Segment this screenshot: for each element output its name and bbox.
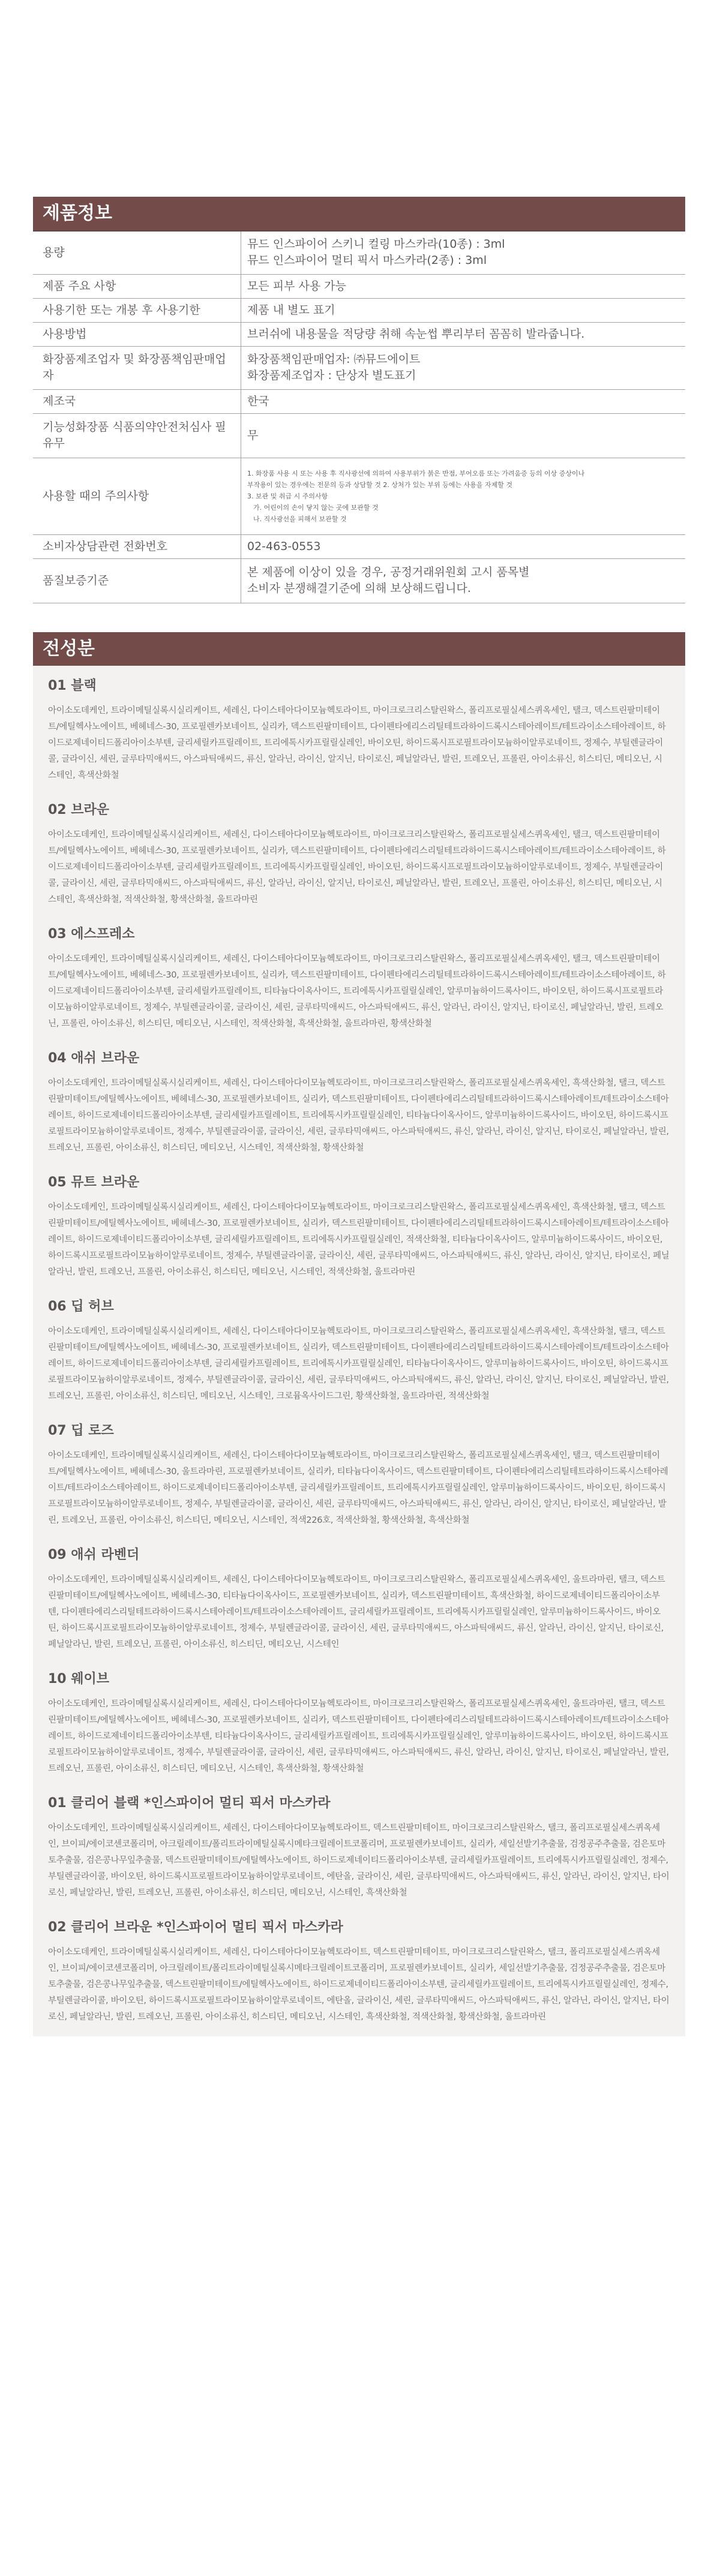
info-value-line: 뮤드 인스파이어 멀티 픽서 마스카라(2종) : 3ml xyxy=(247,254,487,267)
info-key: 제조국 xyxy=(33,389,241,413)
ingredient-block xyxy=(48,1795,670,1901)
ingredient-shade-title: 02 클리어 브라운 *인스파이어 멀티 픽서 마스카라 xyxy=(48,1919,343,1935)
ingredient-block xyxy=(48,1547,670,1653)
ingredient-block xyxy=(48,1298,670,1405)
info-value-line: 소비자 분쟁해결기준에 의해 보상해드립니다. xyxy=(247,582,471,595)
caution-line: 부작용이 있는 경우에는 전문의 등과 상담할 것 2. 상처가 있는 부위 등에는 사용을 자제할 것 xyxy=(247,480,512,489)
info-value xyxy=(241,558,686,603)
ingredient-block xyxy=(48,926,670,1032)
info-value-line: 화장품책임판매업자: ㈜뮤드에이트 xyxy=(247,353,421,366)
info-row xyxy=(33,322,685,346)
info-value-line: 브러쉬에 내용물을 적당량 취해 속눈썹 뿌리부터 꼼꼼히 발라줍니다. xyxy=(247,327,585,341)
info-value xyxy=(241,298,686,322)
info-row xyxy=(33,413,685,458)
info-value-line: 무 xyxy=(247,428,259,442)
info-key: 화장품제조업자 및 화장품책임판매업자 xyxy=(33,346,241,389)
info-value-line: 본 제품에 이상이 있을 경우, 공정거래위원회 고시 품목별 xyxy=(247,566,530,579)
info-value xyxy=(241,389,686,413)
info-key: 사용할 때의 주의사항 xyxy=(33,458,241,534)
ingredient-shade-title: 03 에스프레소 xyxy=(48,926,135,942)
info-key: 사용기한 또는 개봉 후 사용기한 xyxy=(33,298,241,322)
ingredient-shade-title: 06 딥 허브 xyxy=(48,1298,114,1314)
ingredient-shade-title: 01 블랙 xyxy=(48,678,97,693)
info-row xyxy=(33,346,685,389)
info-value xyxy=(241,346,686,389)
ingredient-shade-title: 02 브라운 xyxy=(48,802,110,817)
ingredients-header: 전성분 xyxy=(33,632,685,666)
ingredient-shade-title: 04 애쉬 브라운 xyxy=(48,1050,140,1066)
ingredient-block xyxy=(48,1671,670,1777)
info-row xyxy=(33,534,685,558)
info-value xyxy=(241,274,686,298)
info-value xyxy=(241,413,686,458)
ingredient-block xyxy=(48,1174,670,1281)
ingredient-text: 아이소도데케인, 트라이메틸실록시실리케이트, 세레신, 다이스테아다이모늄헥토라이트, 마이크로크리스탈린왁스, 폴리프로필실세스퀴옥세인, 탤크, 덱스트린팔미테이트/에틸헥사노에이트, 베헤네스-30, 프로필렌카보네이트, 실리카, 덱스트린팔미테이트, 다이펜타에리스리틸테트라하이드록시스테아레이트/테트라이소스테아레이트, 하이드로제네이티드폴리아이소부텐, 글리세릴카프릴레이트, 트리에톡시카프릴릴실레인, 바이오틴, 하이드록시프로필트라이모늄하이알루로네이트, 정제수, 부틸렌글라이콜, 글라이신, 세린, 글루타믹애씨드, 아스파틱애씨드, 류신, 알라닌, 라이신, 알지닌, 타이로신, 페닐알라닌, 발린, 트레오닌, 프롤린, 아이소류신, 히스티딘, 메티오닌, 시스테인, 흑색산화철, 적색산화철, 황색산화철, 울트라마린 xyxy=(48,829,666,904)
ingredient-shade-title: 01 클리어 블랙 *인스파이어 멀티 픽서 마스카라 xyxy=(48,1795,331,1811)
ingredient-text: 아이소도데케인, 트라이메틸실록시실리케이트, 세레신, 다이스테아다이모늄헥토라이트, 마이크로크리스탈린왁스, 폴리프로필실세스퀴옥세인, 울트라마린, 탤크, 덱스트린팔미테이트/에틸헥사노에이트, 베헤네스-30, 프로필렌카보네이트, 실리카, 덱스트린팔미테이트, 다이펜타에리스리틸테트라하이드록시스테아레이트/테트라이소스테아레이트, 하이드로제네이티드폴리아이소부텐, 티타늄다이옥사이드, 글리세릴카프릴레이트, 트리에톡시카프릴릴실레인, 알루미늄하이드록사이드, 바이오틴, 하이드록시프로필트라이모늄하이알루로네이트, 정제수, 부틸렌글라이콜, 글라이신, 세린, 글루타믹애씨드, 아스파틱애씨드, 류신, 알라닌, 라이신, 알지닌, 타이로신, 페닐알라닌, 발린, 트레오닌, 프롤린, 아이소류신, 히스티딘, 메티오닌, 시스테인, 흑색산화철, 황색산화철 xyxy=(48,1699,669,1774)
info-value xyxy=(241,231,686,274)
ingredient-block xyxy=(48,802,670,908)
info-value xyxy=(241,322,686,346)
info-value-line: 02-463-0553 xyxy=(247,539,321,553)
info-key: 용량 xyxy=(33,231,241,274)
info-row xyxy=(33,558,685,603)
ingredient-text: 아이소도데케인, 트라이메틸실록시실리케이트, 세레신, 다이스테아다이모늄헥토라이트, 마이크로크리스탈린왁스, 폴리프로필실세스퀴옥세인, 탤크, 덱스트린팔미테이트/에틸헥사노에이트, 베헤네스-30, 울트라마린, 프로필렌카보네이트, 실리카, 티타늄다이옥사이드, 덱스트린팔미테이트, 다이펜타에리스리틸테트라하이드록시스테아레이트/테트라이소스테아레이트, 하이드로제네이티드폴리아이소부텐, 글리세릴카프릴레이트, 트리에톡시카프릴릴실레인, 알루미늄하이드록사이드, 바이오틴, 하이드록시프로필트라이모늄하이알루로네이트, 정제수, 부틸렌글라이콜, 글라이신, 세린, 글루타믹애씨드, 아스파틱애씨드, 류신, 알라닌, 라이신, 알지닌, 타이로신, 페닐알라닌, 발린, 트레오닌, 프롤린, 아이소류신, 히스티딘, 메티오닌, 시스테인, 적색226호, 적색산화철, 황색산화철, 흑색산화철 xyxy=(48,1450,668,1525)
ingredient-text: 아이소도데케인, 트라이메틸실록시실리케이트, 세레신, 다이스테아다이모늄헥토라이트, 마이크로크리스탈린왁스, 폴리프로필실세스퀴옥세인, 흑색산화철, 탤크, 덱스트린팔미테이트/에틸헥사노에이트, 베헤네스-30, 프로필렌카보네이트, 실리카, 덱스트린팔미테이트, 다이펜타에리스리틸테트라하이드록시스테아레이트/테트라이소스테아레이트, 하이드로제네이티드폴리아이소부텐, 글리세릴카프릴레이트, 트리에톡시카프릴릴실레인, 적색산화철, 티타늄다이옥사이드, 알루미늄하이드록사이드, 바이오틴, 하이드록시프로필트라이모늄하이알루로네이트, 정제수, 부틸렌글라이콜, 글라이신, 세린, 글루타믹애씨드, 아스파틱애씨드, 류신, 알라닌, 라이신, 알지닌, 타이로신, 페닐알라닌, 발린, 트레오닌, 프롤린, 아이소류신, 히스티딘, 메티오닌, 시스테인, 적색산화철, 울트라마린 xyxy=(48,1202,670,1277)
ingredient-text: 아이소도데케인, 트라이메틸실록시실리케이트, 세레신, 다이스테아다이모늄헥토라이트, 마이크로크리스탈린왁스, 폴리프로필실세스퀴옥세인, 흑색산화철, 탤크, 덱스트린팔미테이트/에틸헥사노에이트, 베헤네스-30, 프로필렌카보네이트, 실리카, 덱스트린팔미테이트, 다이펜타에리스리틸테트라하이드록시스테아레이트/테트라이소스테아레이트, 하이드로제네이티드폴리아이소부텐, 글리세릴카프릴레이트, 트리에톡시카프릴릴실레인, 티타늄다이옥사이드, 알루미늄하이드록사이드, 바이오틴, 하이드록시프로필트라이모늄하이알루로네이트, 정제수, 부틸렌글라이콜, 글라이신, 세린, 글루타믹애씨드, 아스파틱애씨드, 류신, 알라닌, 라이신, 알지닌, 타이로신, 페닐알라닌, 발린, 트레오닌, 프롤린, 아이소류신, 히스티딘, 메티오닌, 시스테인, 적색산화철, 황색산화철 xyxy=(48,1078,669,1153)
caution-line: 3. 보관 및 취급 시 주의사항 xyxy=(247,492,328,500)
info-value xyxy=(241,534,686,558)
info-value xyxy=(241,458,686,534)
ingredient-text: 아이소도데케인, 트라이메틸실록시실리케이트, 세레신, 다이스테아다이모늄헥토라이트, 마이크로크리스탈린왁스, 폴리프로필실세스퀴옥세인, 흑색산화철, 탤크, 덱스트린팔미테이트/에틸헥사노에이트, 베헤네스-30, 프로필렌카보네이트, 실리카, 덱스트린팔미테이트, 다이펜타에리스리틸테트라하이드록시스테아레이트/테트라이소스테아레이트, 하이드로제네이티드폴리아이소부텐, 글리세릴카프릴레이트, 트리에톡시카프릴릴실레인, 티타늄다이옥사이드, 알루미늄하이드록사이드, 바이오틴, 하이드록시프로필트라이모늄하이알루로네이트, 정제수, 부틸렌글라이콜, 글라이신, 세린, 글루타믹애씨드, 아스파틱애씨드, 류신, 알라닌, 라이신, 알지닌, 타이로신, 페닐알라닌, 발린, 트레오닌, 프롤린, 아이소류신, 히스티딘, 메티오닌, 시스테인, 크로뮴옥사이드그린, 황색산화철, 울트라마린, 적색산화철 xyxy=(48,1326,669,1401)
ingredient-text: 아이소도데케인, 트라이메틸실록시실리케이트, 세레신, 다이스테아다이모늄헥토라이트, 마이크로크리스탈린왁스, 폴리프로필실세스퀴옥세인, 탤크, 덱스트린팔미테이트/에틸헥사노에이트, 베헤네스-30, 프로필렌카보네이트, 실리카, 덱스트린팔미테이트, 다이펜타에리스리틸테트라하이드록시스테아레이트/테트라이소스테아레이트, 하이드로제네이티드폴리아이소부텐, 글리세릴카프릴레이트, 트리에톡시카프릴릴실레인, 바이오틴, 하이드록시프로필트라이모늄하이알루로네이트, 정제수, 부틸렌글라이콜, 글라이신, 세린, 글루타믹애씨드, 아스파틱애씨드, 류신, 알라닌, 라이신, 알지닌, 타이로신, 페닐알라닌, 발린, 트레오닌, 프롤린, 아이소류신, 히스티딘, 메티오닌, 시스테인, 흑색산화철 xyxy=(48,705,666,780)
ingredient-block xyxy=(48,1050,670,1156)
info-key: 사용방법 xyxy=(33,322,241,346)
ingredient-block xyxy=(48,1919,670,2025)
info-key: 품질보증기준 xyxy=(33,558,241,603)
info-value-line: 모든 피부 사용 가능 xyxy=(247,279,346,293)
caution-line: 나. 직사광선을 피해서 보관할 것 xyxy=(253,515,347,523)
info-row xyxy=(33,298,685,322)
info-key: 제품 주요 사항 xyxy=(33,274,241,298)
ingredient-shade-title: 05 뮤트 브라운 xyxy=(48,1174,140,1190)
ingredient-shade-title: 09 애쉬 라벤더 xyxy=(48,1547,140,1562)
ingredients-list xyxy=(33,666,685,2036)
ingredient-text: 아이소도데케인, 트라이메틸실록시실리케이트, 세레신, 다이스테아다이모늄헥토라이트, 마이크로크리스탈린왁스, 폴리프로필실세스퀴옥세인, 울트라마린, 탤크, 덱스트린팔미테이트/에틸헥사노에이트, 베헤네스-30, 티타늄다이옥사이드, 프로필렌카보네이트, 실리카, 덱스트린팔미테이트, 흑색산화철, 하이드로제네이티드폴리아이소부텐, 다이펜타에리스리틸테트라하이드록시스테아레이트/테트라이소스테아레이트, 글리세릴카프릴레이트, 트리에톡시카프릴릴실레인, 알루미늄하이드록사이드, 바이오틴, 하이드록시프로필트라이모늄하이알루로네이트, 정제수, 부틸렌글라이콜, 글라이신, 세린, 글루타믹애씨드, 아스파틱애씨드, 류신, 알라닌, 라이신, 알지닌, 타이로신, 페닐알라닌, 발린, 트레오닌, 프롤린, 아이소류신, 히스티딘, 메티오닌, 시스테인 xyxy=(48,1574,665,1649)
info-value-line: 제품 내 별도 표기 xyxy=(247,303,335,317)
ingredient-block xyxy=(48,1423,670,1529)
info-row xyxy=(33,458,685,534)
product-detail xyxy=(33,197,685,2036)
ingredient-shade-title: 07 딥 로즈 xyxy=(48,1423,114,1438)
info-row xyxy=(33,231,685,274)
info-value-line: 한국 xyxy=(247,394,269,408)
ingredient-block xyxy=(48,678,670,784)
info-key: 소비자상담관련 전화번호 xyxy=(33,534,241,558)
info-value-line: 뮤드 인스파이어 스키니 컬링 마스카라(10종) : 3ml xyxy=(247,238,505,251)
info-value-line: 화장품제조업자 : 단상자 별도표기 xyxy=(247,369,416,382)
caution-line: 1. 화장품 사용 시 또는 사용 후 직사광선에 의하여 사용부위가 붉은 반점, 부어오름 또는 가려움증 등의 이상 증상이나 xyxy=(247,469,585,477)
ingredient-text: 아이소도데케인, 트라이메틸실록시실리케이트, 세레신, 다이스테아다이모늄헥토라이트, 덱스트린팔미테이트, 마이크로크리스탈린왁스, 탤크, 폴리프로필실세스퀴옥세인, 브이피/에이코센코폴리머, 아크릴레이트/폴리트라이메틸실록시메타크릴레이트코폴리머, 프로필렌카보네이트, 실리카, 세일선발기추출물, 검정공주추출물, 검은토마토추출물, 검은콩나무잎추출물, 덱스트린팔미테이트/에틸헥사노에이트, 하이드로제네이티드폴리아이소부텐, 글리세릴카프릴레이트, 트리에톡시카프릴릴실레인, 정제수, 부틸렌글라이콜, 바이오틴, 하이드록시프로필트라이모늄하이알루로네이트, 에탄올, 글라이신, 세린, 글루타믹애씨드, 아스파틱애씨드, 류신, 알라닌, 라이신, 알지닌, 타이로신, 페닐알라닌, 발린, 트레오닌, 프롤린, 아이소류신, 히스티딘, 메티오닌, 시스테인, 흑색산화철, 적색산화철, 황색산화철, 울트라마린 xyxy=(48,1947,670,2022)
info-row xyxy=(33,274,685,298)
caution-line: 가. 어린이의 손이 닿지 않는 곳에 보관할 것 xyxy=(253,503,379,512)
product-info-table xyxy=(33,230,685,603)
info-key: 기능성화장품 식품의약안전처심사 필 유무 xyxy=(33,413,241,458)
ingredient-text: 아이소도데케인, 트라이메틸실록시실리케이트, 세레신, 다이스테아다이모늄헥토라이트, 마이크로크리스탈린왁스, 폴리프로필실세스퀴옥세인, 탤크, 덱스트린팔미테이트/에틸헥사노에이트, 베헤네스-30, 프로필렌카보네이트, 실리카, 덱스트린팔미테이트, 다이펜타에리스리틸테트라하이드록시스테아레이트/테트라이소스테아레이트, 하이드로제네이티드폴리아이소부텐, 글리세릴카프릴레이트, 티타늄다이옥사이드, 트리에톡시카프릴릴실레인, 알루미늄하이드록사이드, 바이오틴, 하이드록시프로필트라이모늄하이알루로네이트, 정제수, 부틸렌글라이콜, 글라이신, 세린, 글루타믹애씨드, 아스파틱애씨드, 류신, 알라닌, 라이신, 알지닌, 타이로신, 페닐알라닌, 발린, 트레오닌, 프롤린, 아이소류신, 히스티딘, 메티오닌, 시스테인, 적색산화철, 흑색산화철, 울트라마린, 황색산화철 xyxy=(48,954,666,1029)
ingredient-shade-title: 10 웨이브 xyxy=(48,1671,110,1687)
info-row xyxy=(33,389,685,413)
ingredient-text: 아이소도데케인, 트라이메틸실록시실리케이트, 세레신, 다이스테아다이모늄헥토라이트, 덱스트린팔미테이트, 마이크로크리스탈린왁스, 탤크, 폴리프로필실세스퀴옥세인, 브이피/에이코센코폴리머, 아크릴레이트/폴리트라이메틸실록시메타크릴레이트코폴리머, 프로필렌카보네이트, 실리카, 세일선발기추출물, 검정공주추출물, 검은토마토추출물, 검은콩나무잎추출물, 덱스트린팔미테이트/에틸헥사노에이트, 하이드로제네이티드폴리아이소부텐, 글리세릴카프릴레이트, 트리에톡시카프릴릴실레인, 정제수, 부틸렌글라이콜, 바이오틴, 하이드록시프로필트라이모늄하이알루로네이트, 에탄올, 글라이신, 세린, 글루타믹애씨드, 아스파틱애씨드, 류신, 알라닌, 라이신, 알지닌, 타이로신, 페닐알라닌, 발린, 트레오닌, 프롤린, 아이소류신, 히스티딘, 메티오닌, 시스테인, 흑색산화철 xyxy=(48,1823,670,1898)
product-info-header: 제품정보 xyxy=(33,197,685,230)
